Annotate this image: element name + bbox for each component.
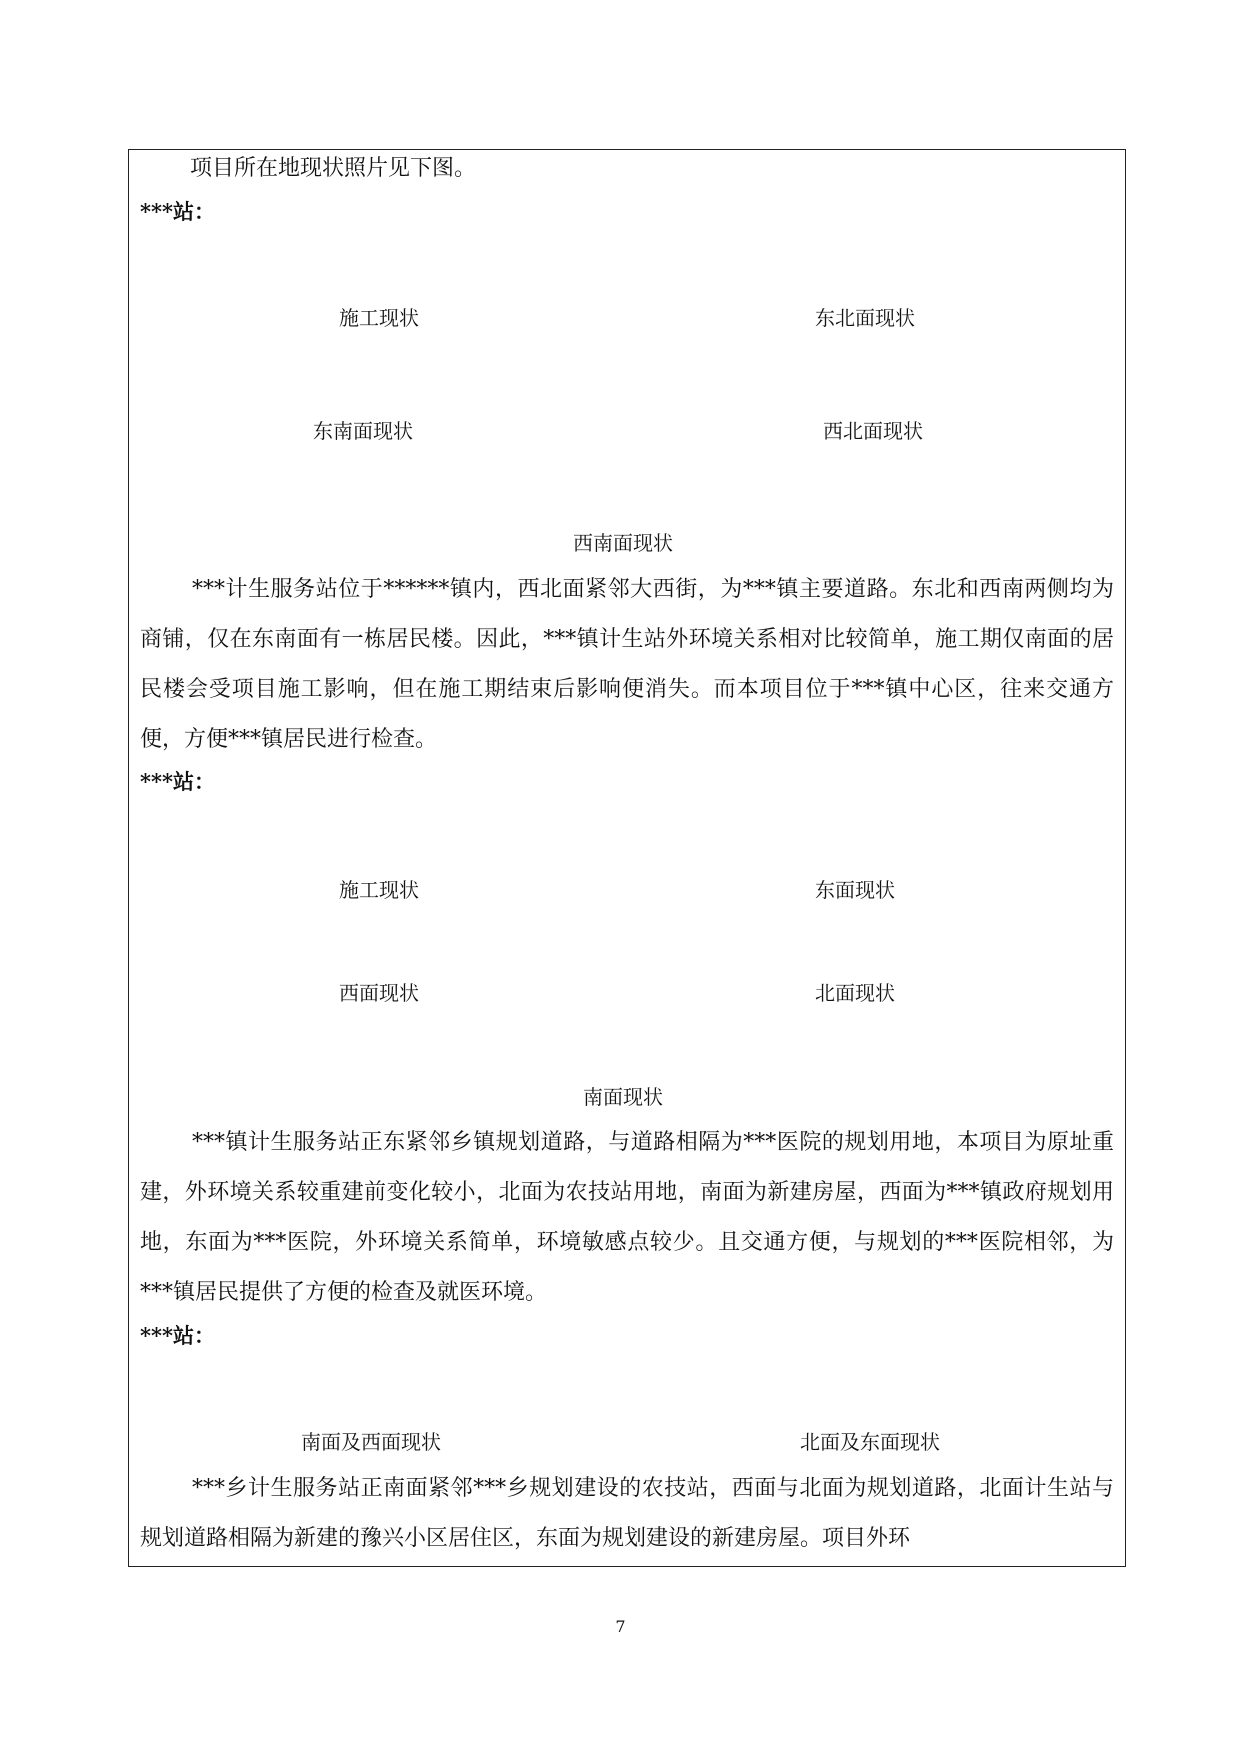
section-paragraph-3: ***乡计生服务站正南面紧邻***乡规划建设的农技站，西面与北面为规划道路，北面计生站与规划道路相隔为新建的豫兴小区居住区，东面为规划建设的新建房屋。项目外环 bbox=[140, 1476, 1114, 1551]
station-heading-2: ***站： bbox=[140, 769, 215, 794]
station-heading-3: ***站： bbox=[140, 1323, 215, 1348]
photo-caption: 东南面现状 bbox=[313, 419, 413, 443]
photo-caption: 北面现状 bbox=[815, 981, 895, 1005]
page-number: 7 bbox=[615, 1617, 626, 1636]
photo-caption: 施工现状 bbox=[339, 306, 419, 330]
photo-caption: 西面现状 bbox=[339, 981, 419, 1005]
content-frame bbox=[128, 149, 1126, 1567]
intro-text: 项目所在地现状照片见下图。 bbox=[190, 156, 477, 181]
photo-caption: 南面及西面现状 bbox=[301, 1430, 441, 1454]
photo-caption: 西北面现状 bbox=[823, 419, 923, 443]
photo-caption: 施工现状 bbox=[339, 878, 419, 902]
section-paragraph-1: ***计生服务站位于******镇内，西北面紧邻大西街，为***镇主要道路。东北和西南两侧均为商铺，仅在东南面有一栋居民楼。因此，***镇计生站外环境关系相对比较简单，施工期仅南面的居民楼会受项目施工影响，但在施工期结束后影响便消失。而本项目位于***镇中心区，往来交通方便，方便***镇居民进行检查。 bbox=[140, 577, 1114, 752]
photo-caption: 南面现状 bbox=[583, 1085, 663, 1109]
photo-caption: 西南面现状 bbox=[573, 531, 673, 555]
station-heading-1: ***站： bbox=[140, 199, 215, 224]
section-paragraph-2: ***镇计生服务站正东紧邻乡镇规划道路，与道路相隔为***医院的规划用地，本项目为原址重建，外环境关系较重建前变化较小，北面为农技站用地，南面为新建房屋，西面为***镇政府规划用地，东面为***医院，外环境关系简单，环境敏感点较少。且交通方便，与规划的***医院相邻，为***镇居民提供了方便的检查及就医环境。 bbox=[140, 1130, 1114, 1305]
photo-caption: 东北面现状 bbox=[815, 306, 915, 330]
photo-caption: 东面现状 bbox=[815, 878, 895, 902]
photo-caption: 北面及东面现状 bbox=[800, 1430, 940, 1454]
